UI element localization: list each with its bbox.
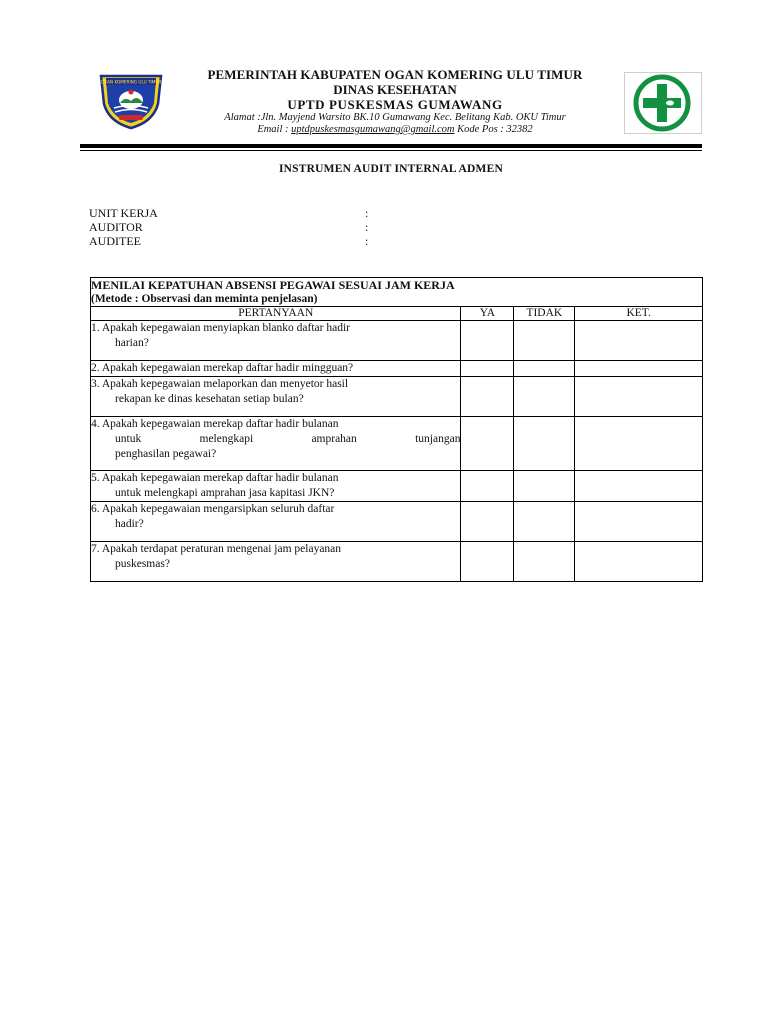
email-label: Email :: [257, 124, 289, 135]
question-number: 7.: [91, 543, 100, 555]
section-method: (Metode : Observasi dan meminta penjelasan): [91, 293, 318, 305]
question-number: 1.: [91, 322, 100, 334]
postal-code: Kode Pos : 32382: [457, 124, 533, 135]
meta-label: AUDITEE: [89, 234, 141, 248]
question-cell: [91, 321, 461, 361]
question-text-cont: puskesmas?: [115, 558, 170, 570]
column-header-row: [91, 307, 703, 321]
meta-row-unit: [89, 206, 368, 220]
question-word: amprahan: [311, 433, 357, 445]
answer-ya-cell[interactable]: [461, 377, 514, 417]
table-row: [91, 502, 703, 542]
letterhead-department: DINAS KESEHATAN: [333, 82, 457, 97]
table-row: [91, 542, 703, 582]
question-cell: [91, 542, 461, 582]
question-text: Apakah terdapat peraturan mengenai jam pelayanan: [101, 543, 342, 555]
letterhead-contact: [170, 124, 620, 136]
answer-ya-cell[interactable]: [461, 502, 514, 542]
letterhead-rule-thin: [80, 150, 702, 151]
table-row: [91, 417, 703, 471]
question-number: 5.: [91, 472, 100, 484]
letterhead-rule-thick: [80, 144, 702, 148]
answer-ket-cell[interactable]: [575, 502, 703, 542]
answer-ket-cell[interactable]: [575, 321, 703, 361]
answer-ya-cell[interactable]: [461, 361, 514, 377]
section-header: [91, 278, 703, 307]
question-cell: [91, 471, 461, 502]
question-text: Apakah kepegawaian menyiapkan blanko daftar hadir: [101, 322, 350, 334]
question-text: Apakah kepegawaian melaporkan dan menyetor hasil: [101, 378, 349, 390]
question-cell: [91, 502, 461, 542]
question-text: Apakah kepegawaian merekap daftar hadir bulanan: [101, 418, 339, 430]
answer-ket-cell[interactable]: [575, 417, 703, 471]
question-text: Apakah kepegawaian merekap daftar hadir mingguan?: [101, 362, 354, 374]
crest-text: OGAN KOMERING ULU TIMUR: [100, 79, 162, 85]
letterhead-address: Alamat :Jln. Mayjend Warsito BK.10 Gumawang Kec. Belitang Kab. OKU Timur: [224, 112, 566, 123]
question-text: Apakah kepegawaian mengarsipkan seluruh daftar: [101, 503, 335, 515]
table-row: [91, 471, 703, 502]
meta-separator: :: [365, 206, 369, 220]
question-number: 2.: [91, 362, 100, 374]
section-title: MENILAI KEPATUHAN ABSENSI PEGAWAI SESUAI JAM KERJA: [91, 278, 455, 292]
letterhead: [170, 67, 620, 136]
answer-tidak-cell[interactable]: [514, 377, 575, 417]
table-row: [91, 377, 703, 417]
question-cell: [91, 377, 461, 417]
letterhead-government: PEMERINTAH KABUPATEN OGAN KOMERING ULU TIMUR: [207, 67, 583, 82]
section-header-row: [91, 278, 703, 307]
question-text-cont: hadir?: [115, 518, 144, 530]
question-text-cont: penghasilan pegawai?: [115, 448, 217, 460]
question-text: Apakah kepegawaian merekap daftar hadir bulanan: [101, 472, 339, 484]
header-pertanyaan: PERTANYAAN: [91, 307, 461, 321]
answer-ya-cell[interactable]: [461, 417, 514, 471]
answer-ya-cell[interactable]: [461, 542, 514, 582]
header-tidak: TIDAK: [514, 307, 575, 321]
regency-crest-icon: [98, 70, 164, 130]
question-text-cont: [91, 432, 460, 447]
question-word: melengkapi: [199, 433, 254, 445]
table-row: [91, 321, 703, 361]
question-text-cont: rekapan ke dinas kesehatan setiap bulan?: [115, 393, 304, 405]
header-ket: KET.: [575, 307, 703, 321]
meta-label: AUDITOR: [89, 220, 143, 234]
table-row: [91, 361, 703, 377]
answer-tidak-cell[interactable]: [514, 502, 575, 542]
document-title: INSTRUMEN AUDIT INTERNAL ADMEN: [278, 163, 503, 175]
answer-tidak-cell[interactable]: [514, 361, 575, 377]
answer-ya-cell[interactable]: [461, 471, 514, 502]
meta-separator: :: [365, 234, 369, 248]
question-number: 6.: [91, 503, 100, 515]
question-text-cont: harian?: [115, 337, 149, 349]
answer-tidak-cell[interactable]: [514, 417, 575, 471]
audit-meta: [89, 206, 368, 248]
puskesmas-cross-icon: [624, 72, 702, 134]
question-word: tunjangan: [415, 433, 461, 445]
answer-ket-cell[interactable]: [575, 542, 703, 582]
answer-ya-cell[interactable]: [461, 321, 514, 361]
answer-ket-cell[interactable]: [575, 361, 703, 377]
meta-separator: :: [365, 220, 369, 234]
meta-label: UNIT KERJA: [89, 206, 158, 220]
question-cell: [91, 417, 461, 471]
letterhead-unit: UPTD PUSKESMAS GUMAWANG: [287, 97, 503, 112]
question-cell: [91, 361, 461, 377]
meta-row-auditor: [89, 220, 368, 234]
question-word: untuk: [115, 433, 142, 445]
audit-table: [90, 277, 703, 582]
answer-ket-cell[interactable]: [575, 377, 703, 417]
answer-tidak-cell[interactable]: [514, 321, 575, 361]
answer-ket-cell[interactable]: [575, 471, 703, 502]
email-link[interactable]: uptdpuskesmasgumawang@gmail.com: [291, 124, 455, 135]
answer-tidak-cell[interactable]: [514, 542, 575, 582]
question-number: 4.: [91, 418, 100, 430]
header-ya: YA: [461, 307, 514, 321]
question-text-cont: untuk melengkapi amprahan jasa kapitasi JKN?: [115, 487, 335, 499]
answer-tidak-cell[interactable]: [514, 471, 575, 502]
meta-row-auditee: [89, 234, 368, 248]
question-number: 3.: [91, 378, 100, 390]
